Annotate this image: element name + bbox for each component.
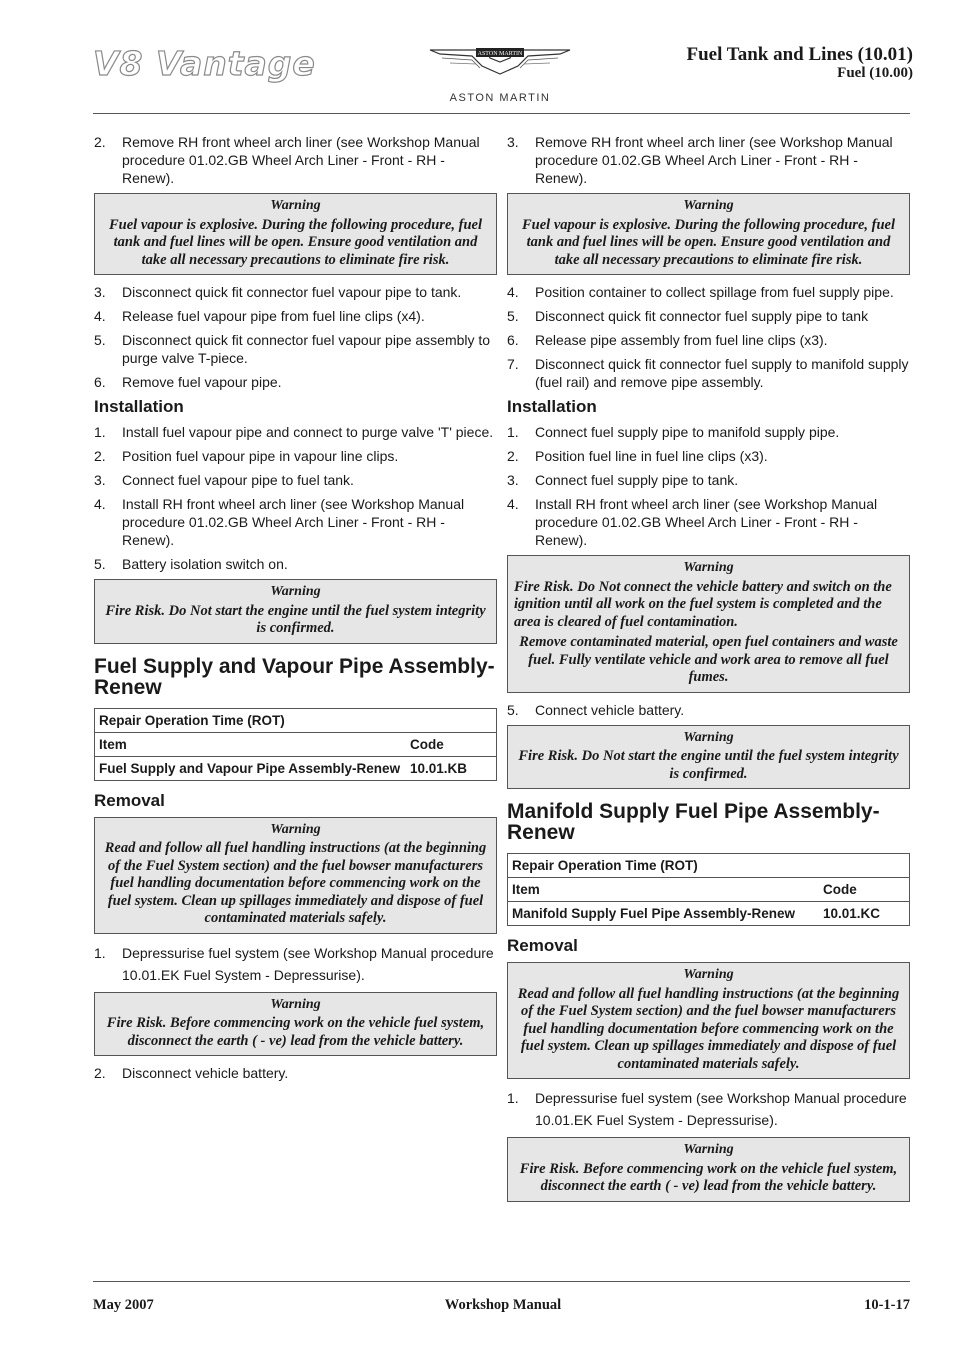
- rot-table: [94, 708, 497, 781]
- warning-text: Remove contaminated material, open fuel containers and waste fuel. Fully ventilate vehicle and work area to remove all fuel fumes.: [519, 634, 898, 685]
- warning-text: Fuel vapour is explosive. During the following procedure, fuel tank and fuel lines will be open. Ensure good ventilation and take all necessary precautions to eliminate fire risk.: [109, 216, 482, 268]
- rot-col-item: Item: [508, 878, 820, 902]
- list-item: 4. Install RH front wheel arch liner (see Workshop Manual procedure 01.02.GB Wheel Arch Liner - Front - RH - Renew).: [507, 496, 878, 548]
- list-item: 3. Remove RH front wheel arch liner (see Workshop Manual procedure 01.02.GB Wheel Arch Liner - Front - RH - Renew).: [507, 134, 893, 186]
- warning-box: [94, 193, 497, 275]
- step-list: [507, 701, 910, 719]
- list-item: 1. Depressurise fuel system (see Workshop Manual procedure 10.01.EK Fuel System - Depressurise).: [94, 944, 494, 983]
- list-item: 5. Connect vehicle battery.: [507, 701, 685, 718]
- warning-text: Fire Risk. Do Not connect the vehicle battery and switch on the ignition until all work on the fuel system is completed and the area is cleared of fuel contamination.: [514, 578, 892, 630]
- list-item: 5. Disconnect quick fit connector fuel supply pipe to tank: [507, 308, 869, 324]
- list-item: 5. Disconnect quick fit connector fuel vapour pipe assembly to purge valve T-piece.: [94, 332, 491, 366]
- footer-divider: [93, 1281, 910, 1282]
- list-item: 3. Disconnect quick fit connector fuel vapour pipe to tank.: [94, 284, 462, 300]
- left-column: [94, 133, 497, 1088]
- brand-name: ASTON MARTIN: [449, 92, 551, 104]
- warning-title: Warning: [270, 584, 321, 599]
- rot-caption: Repair Operation Time (ROT): [95, 708, 497, 732]
- warning-text: Read and follow all fuel handling instructions (at the beginning of the Fuel System section) and the fuel bowser manufacturers fuel handling documentation before commencing work on the fuel system. Clean up spillages immediately and dispose of fuel contaminated materials safely.: [104, 840, 487, 926]
- warning-box: [94, 579, 497, 644]
- step-list: [94, 283, 497, 391]
- removal-heading: Removal: [94, 790, 165, 810]
- rot-row-item: Fuel Supply and Vapour Pipe Assembly-Renew: [95, 756, 407, 780]
- rot-row-code: 10.01.KC: [819, 902, 910, 926]
- warning-text: Fire Risk. Before commencing work on the vehicle fuel system, disconnect the earth ( - ve) lead from the vehicle battery.: [519, 1160, 898, 1194]
- header-divider: [93, 113, 910, 114]
- warning-box: [94, 817, 497, 934]
- warning-box: [507, 193, 910, 275]
- rot-col-item: Item: [95, 732, 407, 756]
- warning-box: [507, 1137, 910, 1202]
- list-item: 4. Install RH front wheel arch liner (see Workshop Manual procedure 01.02.GB Wheel Arch Liner - Front - RH - Renew).: [94, 496, 465, 548]
- list-item: 4. Release fuel vapour pipe from fuel line clips (x4).: [94, 308, 425, 324]
- removal-heading: Removal: [507, 936, 578, 955]
- list-item: 3. Connect fuel vapour pipe to fuel tank.: [94, 472, 354, 488]
- warning-text: Fire Risk. Do Not start the engine until the fuel system integrity is confirmed.: [105, 602, 486, 636]
- list-item: 6. Remove fuel vapour pipe.: [94, 374, 282, 390]
- warning-text: Fire Risk. Do Not start the engine until the fuel system integrity is confirmed.: [518, 748, 899, 782]
- warning-title: Warning: [270, 821, 321, 837]
- warning-title: Warning: [683, 560, 734, 575]
- warning-text: Read and follow all fuel handling instructions (at the beginning of the Fuel System section) and the fuel bowser manufacturers fuel handling documentation before commencing work on the fuel system. Clean up spillages immediately and dispose of fuel contaminated materials safely.: [517, 985, 900, 1072]
- step-list: [507, 1087, 910, 1131]
- badge-text: ASTON MARTIN: [477, 51, 523, 57]
- v8-vantage-logo: V8 Vantage: [93, 44, 316, 83]
- list-item: 1. Install fuel vapour pipe and connect to purge valve 'T' piece.: [94, 424, 494, 440]
- page-header: [0, 0, 960, 112]
- warning-title: Warning: [270, 996, 321, 1012]
- right-column: [507, 133, 910, 1210]
- page-number: 10-1-17: [864, 1297, 910, 1313]
- list-item: 1. Depressurise fuel system (see Workshop Manual procedure 10.01.EK Fuel System - Depressurise).: [507, 1090, 907, 1128]
- rot-row-item: Manifold Supply Fuel Pipe Assembly-Renew: [508, 902, 820, 926]
- footer-manual: Workshop Manual: [444, 1297, 562, 1313]
- warning-box: [94, 992, 497, 1057]
- page-title: Fuel Tank and Lines (10.01): [686, 44, 913, 65]
- step-list: [507, 423, 910, 549]
- warning-box: [507, 555, 910, 693]
- section-heading: Fuel Supply and Vapour Pipe Assembly-Renew: [94, 654, 495, 699]
- list-item: 2. Position fuel line in fuel line clips (x3).: [507, 448, 768, 464]
- rot-col-code: Code: [819, 878, 910, 902]
- footer-date: May 2007: [93, 1297, 154, 1313]
- list-item: 4. Position container to collect spillage from fuel supply pipe.: [507, 284, 894, 300]
- list-item: 1. Connect fuel supply pipe to manifold supply pipe.: [507, 424, 840, 440]
- warning-title: Warning: [683, 729, 734, 745]
- page-subtitle: Fuel (10.00): [837, 65, 913, 81]
- warning-title: Warning: [683, 198, 734, 213]
- step-list: [94, 423, 497, 573]
- list-item: 2. Remove RH front wheel arch liner (see Workshop Manual procedure 01.02.GB Wheel Arch Liner - Front - RH - Renew).: [94, 134, 480, 186]
- rot-col-code: Code: [406, 732, 497, 756]
- section-heading: Manifold Supply Fuel Pipe Assembly-Renew: [507, 800, 880, 844]
- step-list: [507, 283, 910, 391]
- list-item: 3. Connect fuel supply pipe to tank.: [507, 472, 739, 488]
- step-list: [507, 133, 910, 187]
- warning-box: [507, 725, 910, 790]
- rot-table: [507, 853, 910, 926]
- rot-caption: Repair Operation Time (ROT): [508, 854, 910, 878]
- warning-title: Warning: [683, 967, 734, 982]
- warning-box: [507, 962, 910, 1079]
- list-item: 2. Position fuel vapour pipe in vapour line clips.: [94, 448, 399, 464]
- step-list: [94, 1064, 497, 1082]
- list-item: 5. Battery isolation switch on.: [94, 556, 288, 572]
- step-list: [94, 133, 497, 187]
- warning-text: Fire Risk. Before commencing work on the vehicle fuel system, disconnect the earth ( - ve) lead from the vehicle battery.: [106, 1015, 485, 1049]
- list-item: 6. Release pipe assembly from fuel line clips (x3).: [507, 332, 828, 348]
- warning-title: Warning: [683, 1142, 734, 1157]
- list-item: 2. Disconnect vehicle battery.: [94, 1065, 289, 1081]
- installation-heading: Installation: [507, 397, 597, 416]
- warning-text: Fuel vapour is explosive. During the following procedure, fuel tank and fuel lines will be open. Ensure good ventilation and take all necessary precautions to eliminate fire risk.: [522, 216, 895, 268]
- rot-row-code: 10.01.KB: [406, 756, 497, 780]
- warning-title: Warning: [270, 198, 321, 213]
- installation-heading: Installation: [94, 397, 184, 416]
- step-list: [94, 942, 497, 986]
- list-item: 7. Disconnect quick fit connector fuel supply to manifold supply (fuel rail) and remove pipe assembly.: [507, 356, 909, 390]
